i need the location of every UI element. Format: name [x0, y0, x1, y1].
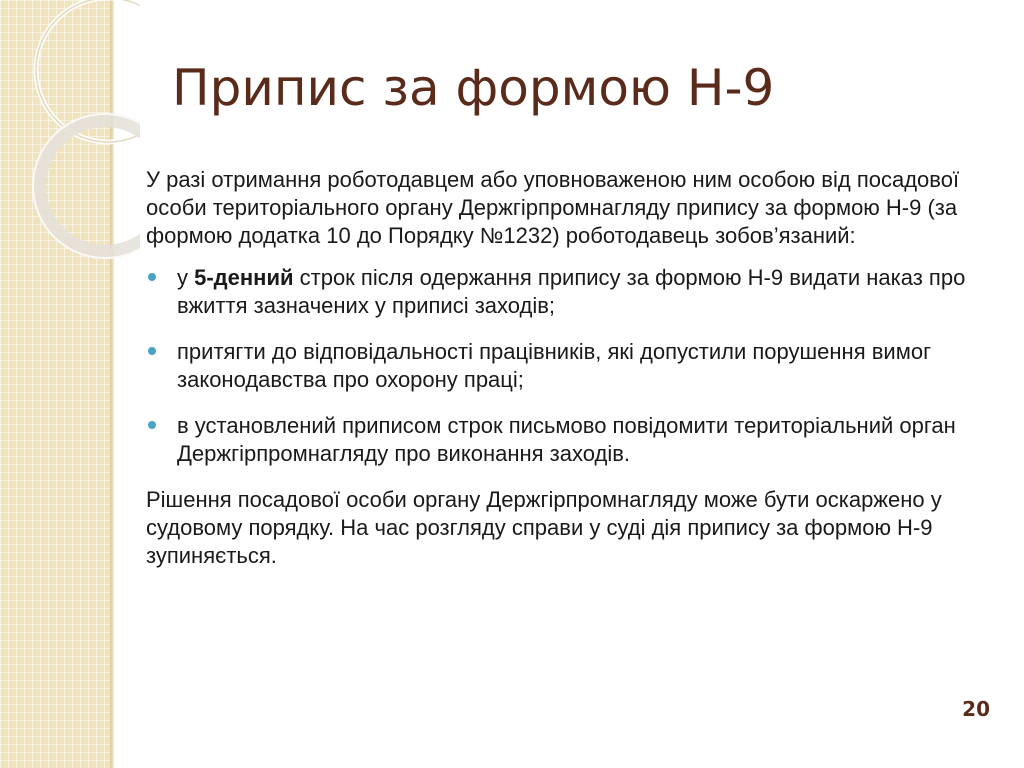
intro-paragraph: У разі отримання роботодавцем або уповноваженою ним особою від посадової особи територіального органу Держгірпромнагляду припису за формою Н-9 (за формою додатка 10 до Порядку №1232) роботодавець зобов’язаний:: [146, 167, 960, 248]
bullet-dot-icon: [148, 347, 156, 355]
list-item: [146, 412, 998, 468]
page-number: 20: [962, 697, 990, 721]
page-title: Припис за формою Н-9: [172, 59, 775, 117]
bullet-text: строк після одержання припису за формою Н-9 видати наказ про вжиття зазначених у приписі заходів;: [177, 265, 966, 318]
bullet-dot-icon: [148, 273, 156, 281]
bullet-prefix: у: [177, 265, 195, 290]
bullet-dot-icon: [148, 421, 156, 429]
list-item: [146, 338, 998, 394]
bullet-text: в установлений приписом строк письмово повідомити територіальний орган Держгірпромнагляду про виконання заходів.: [177, 413, 956, 466]
bullet-bold-text: 5-денний: [194, 265, 294, 290]
closing-paragraph: Рішення посадової особи органу Держгірпромнагляду може бути оскаржено у судовому порядку. На час розгляду справи у суді дія припису за формою Н-9 зупиняється.: [146, 487, 942, 568]
slide-content: [146, 166, 998, 584]
list-item: [146, 264, 998, 320]
bullet-text: притягти до відповідальності працівників, які допустили порушення вимог законодавства про охорону праці;: [177, 339, 932, 392]
decorative-rings: [0, 0, 140, 300]
bullet-list: [146, 264, 998, 468]
